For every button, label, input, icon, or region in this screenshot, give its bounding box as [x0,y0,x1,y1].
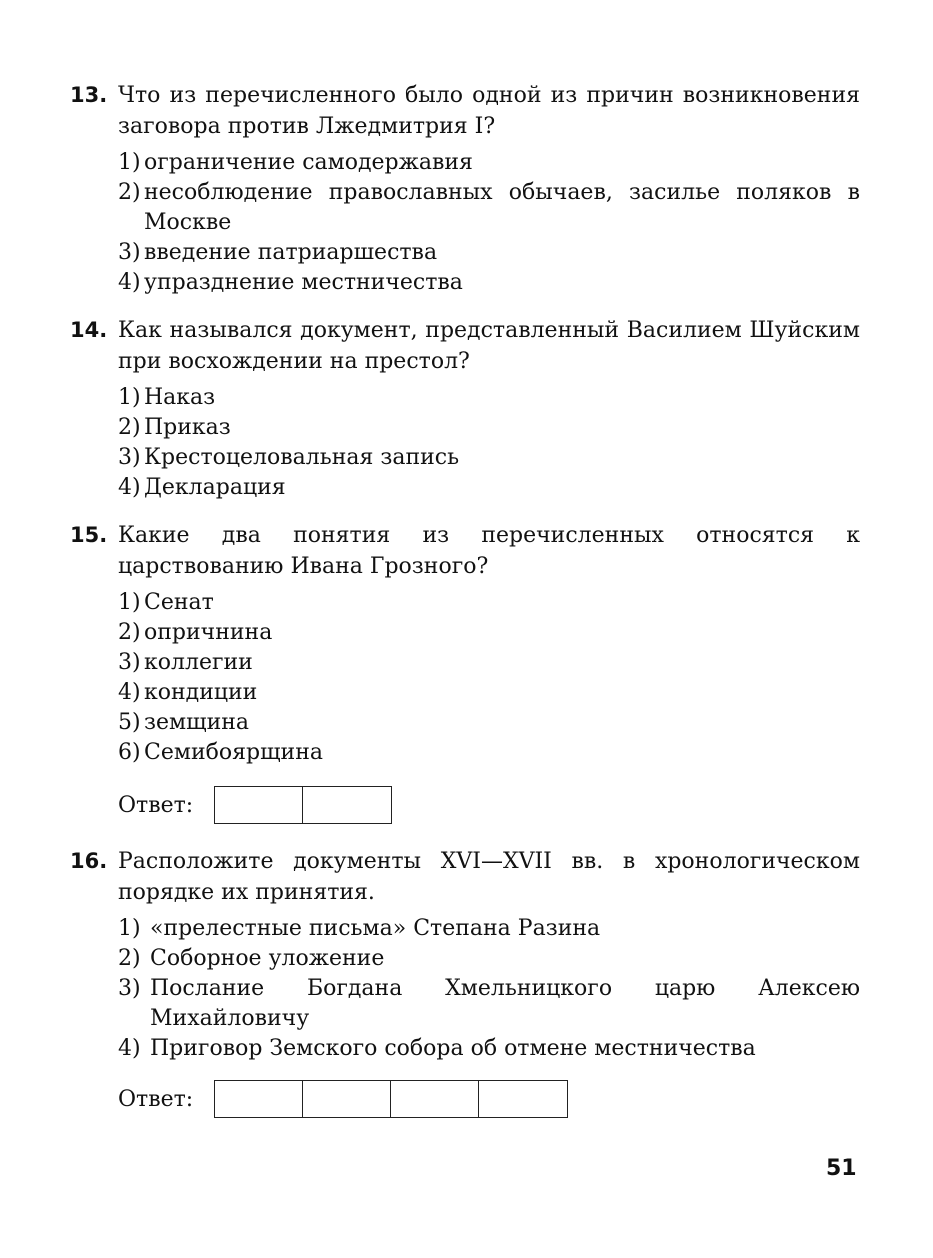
option-text: Соборное уложение [150,946,385,971]
question-16-header [70,846,860,908]
option-text: опричнина [144,620,273,645]
answer-cells [214,1080,568,1118]
option-number: 3) [118,240,141,265]
option-text: Послание Богдана Хмельницкого царю Алексею Михайловичу [150,976,860,1031]
answer-cell[interactable] [215,787,303,823]
option-text: кондиции [144,680,258,705]
question-16 [70,846,860,1064]
question-15 [70,520,860,768]
question-14 [70,315,860,503]
question-15-header [70,520,860,582]
option [70,178,860,238]
question-13-header [70,80,860,142]
option-number: 6) [118,740,141,765]
option [70,678,860,708]
option-text: «прелестные письма» Степана Разина [150,916,601,941]
option-number: 5) [118,710,141,735]
answer-cell[interactable] [479,1081,567,1117]
option-number: 1) [118,916,141,941]
options-list [70,383,860,503]
answer-cells [214,786,392,824]
option-number: 2) [118,946,141,971]
option [70,914,860,944]
option [70,588,860,618]
question-text: Что из перечисленного было одной из причин возникновения заговора против Лжедмитрия I? [118,83,860,139]
option-text: ограничение самодержавия [144,150,473,175]
question-text: Как назывался документ, представленный Василием Шуйским при восхождении на престол? [118,318,860,374]
option-text: Крестоцеловальная запись [144,445,460,470]
option-number: 4) [118,475,141,500]
option [70,618,860,648]
option [70,268,860,298]
question-13 [70,80,860,298]
option [70,443,860,473]
answer-label: Ответ: [118,1087,194,1112]
option-number: 1) [118,590,141,615]
option [70,648,860,678]
option-number: 4) [118,270,141,295]
option [70,148,860,178]
question-number: 16. [70,849,108,873]
option-text: Приказ [144,415,231,440]
option-number: 4) [118,1036,141,1061]
option-text: Сенат [144,590,214,615]
option-number: 1) [118,150,141,175]
option-number: 2) [118,620,141,645]
option-text: земщина [144,710,250,735]
option [70,383,860,413]
option-text: коллегии [144,650,253,675]
option-text: упразднение местничества [144,270,463,295]
answer-label: Ответ: [118,793,194,818]
option-number: 3) [118,976,141,1001]
option-number: 2) [118,180,141,205]
question-number: 15. [70,523,108,547]
options-list [70,148,860,298]
option-text: введение патриаршества [144,240,438,265]
option-text: несоблюдение православных обычаев, засилье поляков в Москве [144,180,860,235]
options-list [70,588,860,768]
answer-cell[interactable] [303,1081,391,1117]
option [70,738,860,768]
option [70,413,860,443]
question-text: Расположите документы XVI—XVII вв. в хронологическом порядке их принятия. [118,849,860,905]
option-number: 3) [118,650,141,675]
option [70,238,860,268]
options-list [70,914,860,1064]
option-number: 4) [118,680,141,705]
answer-cell[interactable] [303,787,391,823]
option [70,708,860,738]
option-text: Декларация [144,475,286,500]
question-number: 13. [70,83,108,107]
page-number: 51 [826,1156,857,1181]
answer-cell[interactable] [391,1081,479,1117]
option-text: Приговор Земского собора об отмене местничества [150,1036,756,1061]
question-number: 14. [70,318,108,342]
option [70,1034,860,1064]
option-text: Семибоярщина [144,740,323,765]
option-number: 2) [118,415,141,440]
option [70,473,860,503]
option-number: 3) [118,445,141,470]
option [70,944,860,974]
question-text: Какие два понятия из перечисленных относятся к царствованию Ивана Грозного? [118,523,860,579]
answer-cell[interactable] [215,1081,303,1117]
option-number: 1) [118,385,141,410]
option-text: Наказ [144,385,216,410]
option [70,974,860,1034]
question-14-header [70,315,860,377]
